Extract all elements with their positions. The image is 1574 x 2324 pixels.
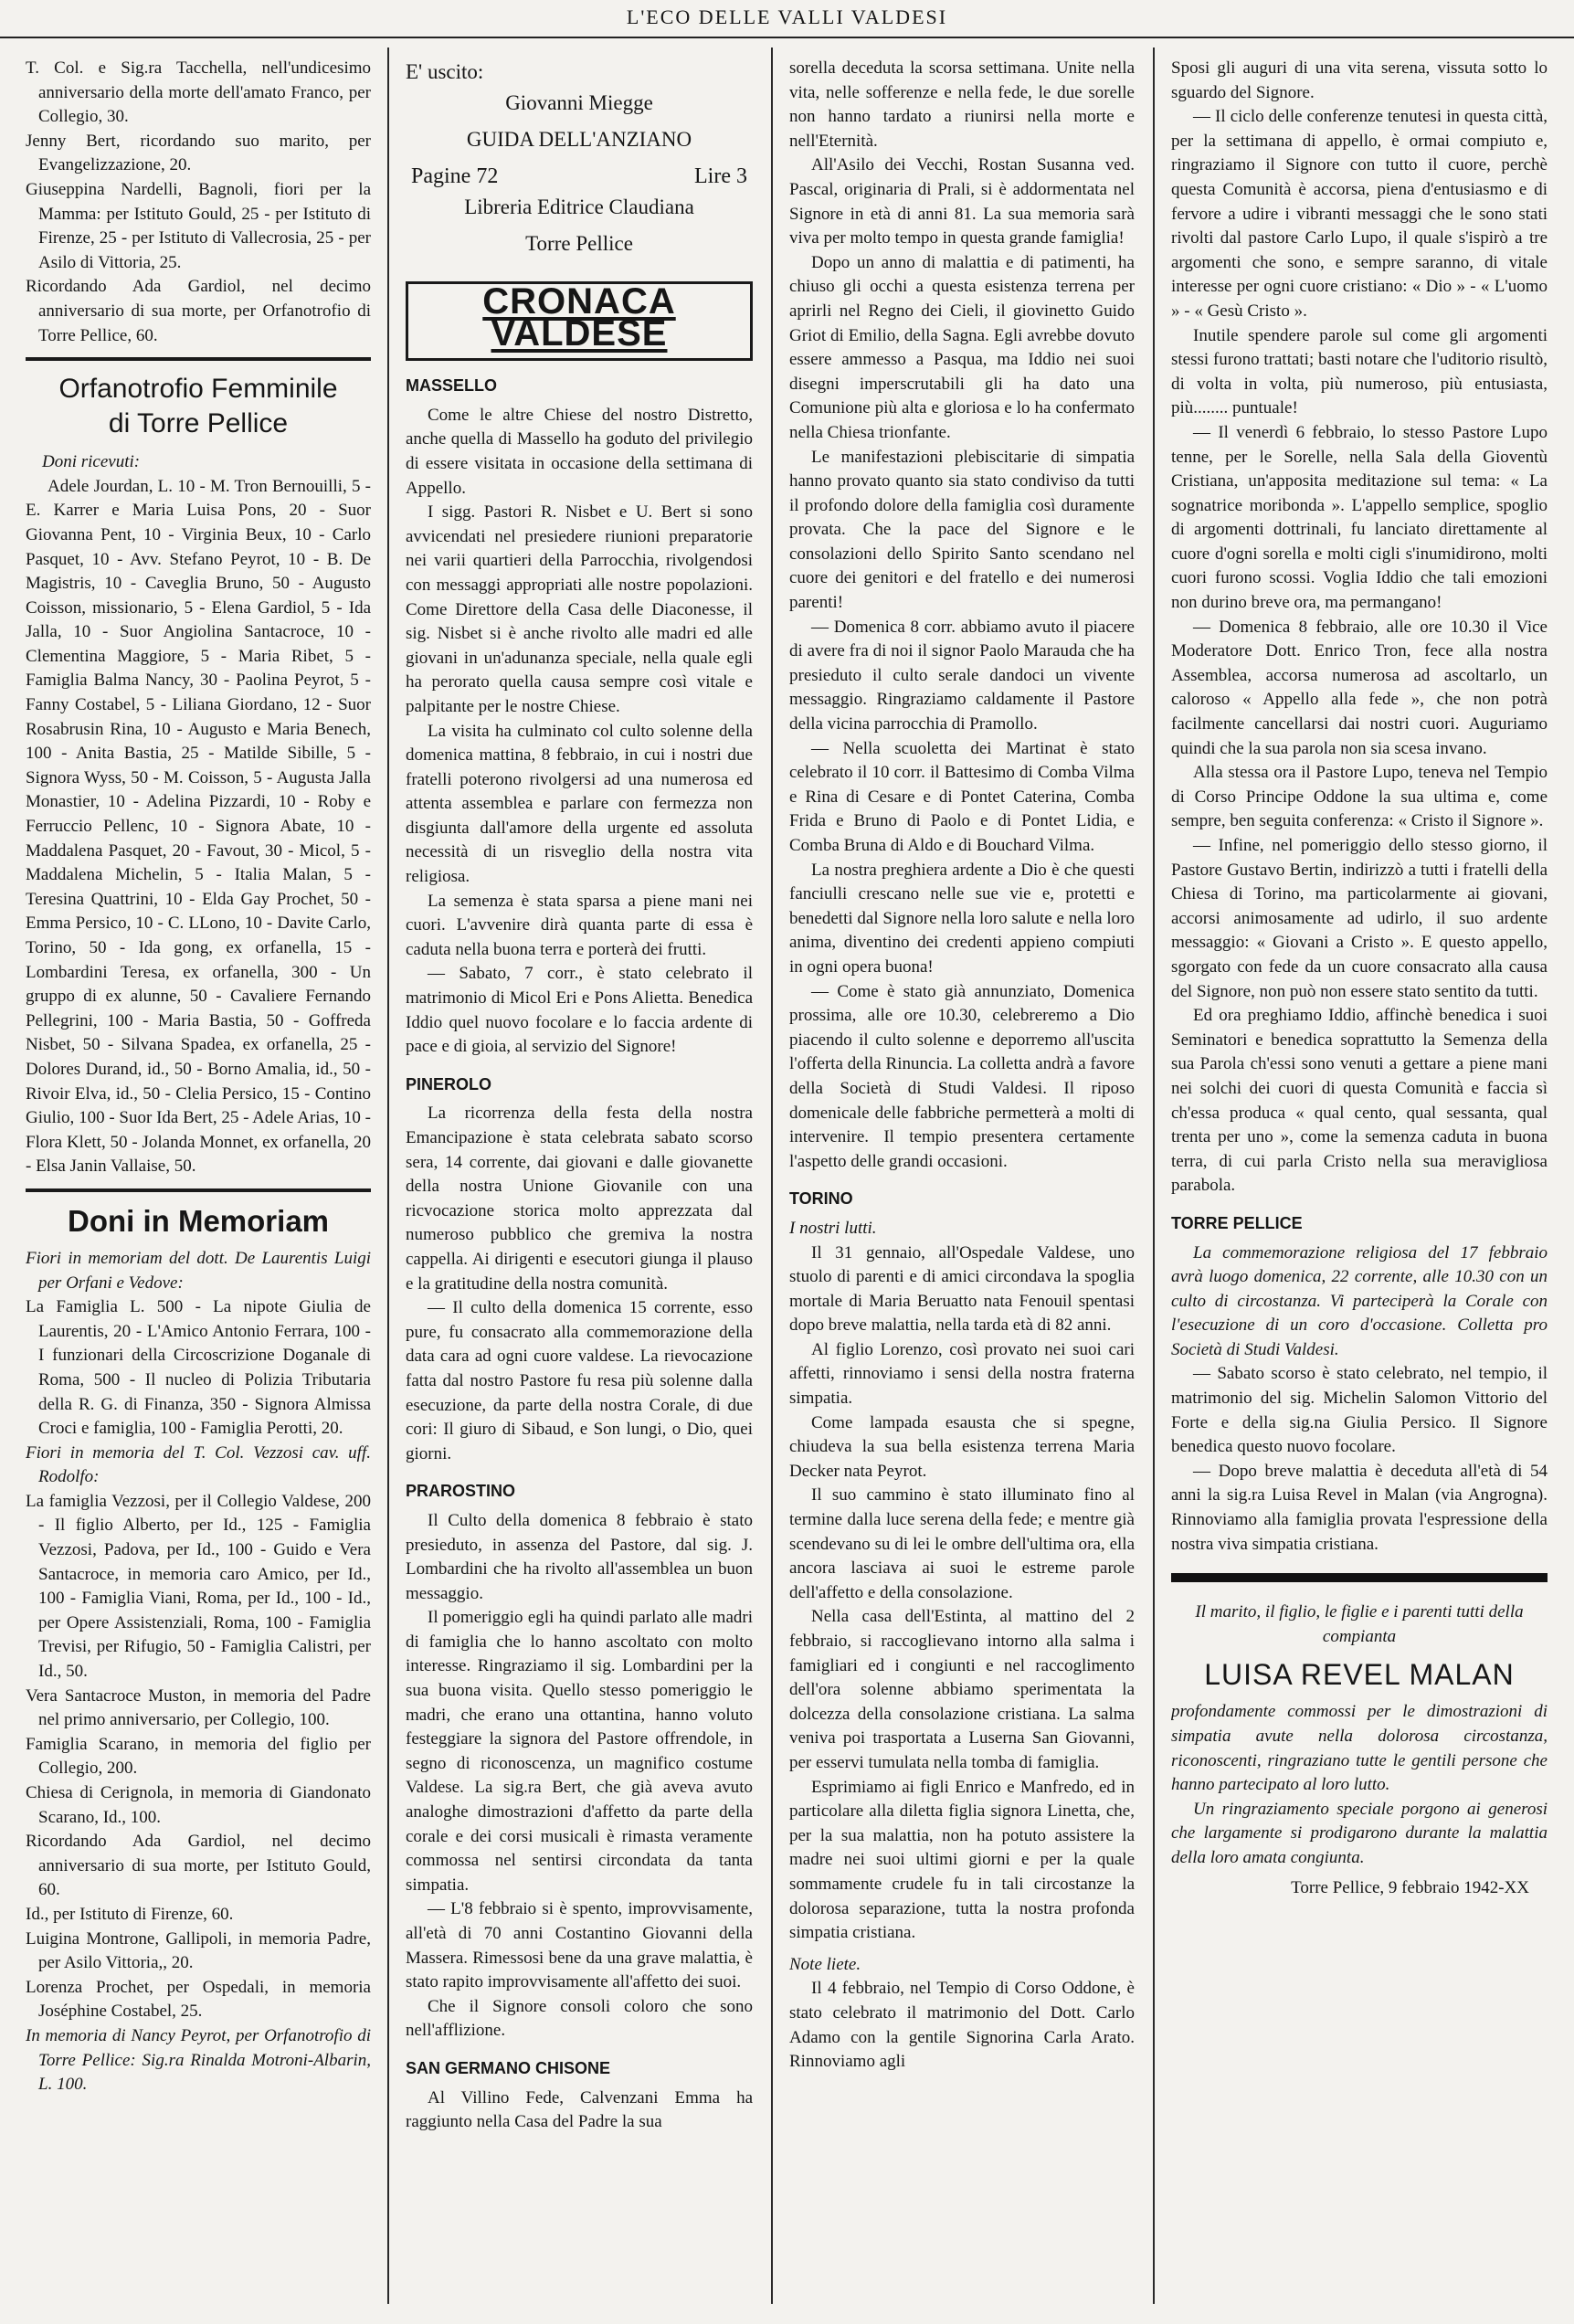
column-3 [789, 57, 1135, 2304]
orfanotrofio-title-line: Orfanotrofio Femminile [58, 374, 338, 405]
ad-author: Giovanni Miegge [505, 91, 653, 114]
article-paragraph: Dopo un anno di malattia e di patimenti, ha chiuso gli occhi a questa esistenza terrena per aprirli nel Regno dei Cieli, il giovinetto Guido Griot di Emilio, della Sagna. Egli avrebbe dovuto essere ammesso a Pasqua, ma Iddio nei suoi disegni imperscrutabili gli ha dato una Comunione più alta e gloriosa e lo ha confermato nella Chiesa trionfante. [789, 252, 1135, 442]
article-paragraph: Il 31 gennaio, all'Ospedale Valdese, uno stuolo di parenti e di amici circondava la spoglia mortale di Maria Beruatto nata Fenouil spentasi dopo breve malattia, nella tarda età di 82 anni. [789, 1242, 1135, 1336]
article-paragraph: Le manifestazioni plebiscitarie di simpatia hanno provato quanto sia stato condiviso da tutti il profondo dolore della famiglia così duramente provata. Che la pace del Signore e le consolazioni dello Spirito Santo scendano nel cuore dei genitori e del fratello e dei numerosi parenti! [789, 447, 1135, 613]
article-paragraph: Sposi gli auguri di una vita serena, vissuta sotto lo sguardo del Signore. [1171, 58, 1548, 102]
article-paragraph: Come le altre Chiese del nostro Distretto, anche quella di Massello ha goduto del privilegio di essere visitata in occasione della settimana di Appello. [406, 405, 753, 498]
ad-title: GUIDA DELL'ANZIANO [466, 128, 692, 151]
article-paragraph: I sigg. Pastori R. Nisbet e U. Bert si sono avvicendati nel presiedere riunioni preparatorie nei varii quartieri della Parrocchia, rivolgendosi con messaggi appropriati alle nostre popolazioni. Come Direttore della Casa delle Diaconesse, il sig. Nisbet si è anche rivolto alle madri ed alle giovani in un'adunanza speciale, nella quale egli ha perorato quella causa sempre così vitale e palpitante per le nostre Chiese. [406, 502, 753, 716]
article-paragraph: La semenza è stata sparsa a piene mani nei cuori. L'avvenire dirà quanta parte di essa è caduta nella buona terra e porterà dei frutti. [406, 891, 753, 959]
orfanotrofio-title [26, 372, 371, 441]
ad-publisher-city: Torre Pellice [525, 232, 633, 255]
article-paragraph: Inutile spendere parole sul come gli argomenti stessi furono trattati; basti notare che l'uditorio risultò, di volta in volta, più numeroso, più entusiasta, più........ puntuale! [1171, 325, 1548, 418]
memoriam-intro: Fiori in memoriam del dott. De Laurentis Luigi per Orfani e Vedove: [26, 1248, 371, 1293]
orfanotrofio-donors: Adele Jourdan, L. 10 - M. Tron Bernouilli, 5 - E. Karrer e Maria Luisa Pons, 20 - Suor Giovanna Pent, 10 - Virginia Beux, 10 - Carlo Pasquet, 10 - Avv. Stefano Peyrot, 10 - B. De Magistris, 10 - Caveglia Bruno, 50 - Augusto Coisson, missionario, 5 - Elena Gardiol, 5 - Ida Jalla, 10 - Suor Angiolina Santacroce, 10 - Clementina Maggiore, 5 - Maria Ribet, 5 - Famiglia Balma Nancy, 30 - Paolina Peyrot, 5 - Fanny Costabel, 5 - Liliana Giordano, 12 - Suor Rosabrusin Rina, 10 - Augusto e Maria Benech, 100 - Anita Bastia, 25 - Matilde Sibille, 5 - Signora Wyss, 50 - M. Coisson, 5 - Augusta Jalla Monastier, 10 - Adelina Pizzardi, 10 - Roby e Ferruccio Pellenc, 10 - Signora Abate, 10 - Maddalena Pasquet, 20 - Favout, 30 - Micol, 5 - Maddalena Michelin, 5 - Italia Malan, 5 - Teresina Quattrini, 10 - Elda Gay Prochet, 50 - Emma Persico, 10 - C. LLono, 10 - Davite Carlo, Torino, 50 - Ida gong, ex orfanella, 15 - Lombardini Teresa, ex orfanella, 300 - Un gruppo di ex alunne, 50 - Cavaliere Fernando Pellegrini, 100 - Maria Bastia, 50 - Goffreda Nisbet, 50 - Silvana Spadea, ex orfanella, 25 - Dolores Durand, id., 50 - Borno Amalia, id., 50 - Rivoir Elva, id., 50 - Clelia Persico, 15 - Contino Giulio, 100 - Suor Ida Bert, 25 - Adele Arias, 10 - Flora Klett, 50 - Jolanda Monnet, ex orfanella, 20 - Elsa Janin Vallaise, 50. [26, 476, 371, 1177]
donation-entry: Ricordando Ada Gardiol, nel decimo anniversario di sua morte, per Orfanotrofio di Torre Pellice, 60. [26, 277, 371, 345]
section-heading: TORRE PELLICE [1171, 1213, 1303, 1232]
notice-rule [1171, 1573, 1548, 1582]
memoriam-donors: La famiglia Vezzosi, per il Collegio Valdese, 200 - Il figlio Alberto, per Id., 125 - Famiglia Vezzosi, Padova, per Id., 100 - Guido e Vera Santacroce, in memoria caro Amico, per Id., 100 - Famiglia Viani, Roma, per Id., 100 - Id., per Opere Assistenziali, Roma, 100 - Famiglia Trevisi, per Rifugio, 50 - Famiglia Calistri, per Id., 50. [26, 1491, 371, 1682]
notice-body: profondamente commossi per le dimostrazioni di simpatia avute nella dolorosa circostanza, riconoscenti, ringraziano tutte le gentili persone che hanno partecipato al loro lutto. [1171, 1702, 1548, 1795]
article-paragraph: Come lampada esausta che si spegne, chiudeva la sua bella esistenza terrena Maria Decker nata Peyrot. [789, 1412, 1135, 1481]
donation-entry: Ricordando Ada Gardiol, nel decimo anniversario di sua morte, per Istituto Gould, 60. [26, 1832, 371, 1900]
article-paragraph: — L'8 febbraio si è spento, improvvisamente, all'età di 70 anni Costantino Giovanni della Massera. Rimessosi bene da una grave malattia, è stato rapito improvvisamente all'affetto dei suoi. [406, 1899, 753, 1992]
section-heading: MASSELLO [406, 376, 498, 396]
donation-entry: Jenny Bert, ricordando suo marito, per Evangelizzazione, 20. [26, 131, 371, 175]
subheading: I nostri lutti. [789, 1218, 877, 1238]
column-1 [26, 57, 371, 2304]
donation-entry: Id., per Istituto di Firenze, 60. [26, 1904, 234, 1924]
article-paragraph: sorella deceduta la scorsa settimana. Unite nella vita, nelle sofferenze e nella fede, le due sorelle non hanno tardato a riunirsi nella morte e nell'Eternità. [789, 58, 1135, 151]
cronaca-valdese-banner [406, 281, 753, 361]
article-paragraph: — Dopo breve malattia è deceduta all'età di 54 anni la sig.ra Luisa Revel in Malan (via Angrogna). Rinnoviamo alla famiglia provata l'espressione della nostra viva simpatia cristiana. [1171, 1461, 1548, 1554]
section-heading: SAN GERMANO CHISONE [406, 2058, 611, 2077]
article-paragraph: Al figlio Lorenzo, così provato nei suoi cari affetti, rinnoviamo i sensi della nostra fraterna simpatia. [789, 1339, 1135, 1409]
book-advert [406, 57, 753, 259]
article-paragraph: La commemorazione religiosa del 17 febbraio avrà luogo domenica, 22 corrente, alle 10.30 con un culto di circostanza. Vi parteciperà la Corale con l'esecuzione di un coro d'occasione. Colletta pro Società di Studi Valdesi. [1171, 1242, 1548, 1359]
article-paragraph: — Domenica 8 corr. abbiamo avuto il piacere di avere fra di noi il signor Paolo Marauda che ha presieduto il culto serale dandoci un vivente messaggio. Ringraziamo caldamente il Pastore della vicina parrocchia di Pramollo. [789, 617, 1135, 734]
donation-entry: Luigina Montrone, Gallipoli, in memoria Padre, per Asilo Vittoria,, 20. [26, 1928, 371, 1973]
article-paragraph: Il suo cammino è stato illuminato fino al termine dalla luce serena della fede; e mentre già scendevano su di lei le ombre dell'ultima ora, ella ancora lasciava ai suoi le estreme parole dell'affetto e della consolazione. [789, 1485, 1135, 1602]
article-paragraph: All'Asilo dei Vecchi, Rostan Susanna ved. Pascal, originaria di Prali, si è addormentata nel Signore in età di anni 81. La sua memoria sarà viva per molto tempo in questa grande famiglia! [789, 155, 1135, 248]
ad-uscito: E' uscito: [406, 60, 484, 83]
section-heading: PINEROLO [406, 1074, 492, 1093]
column-rule [771, 48, 773, 2304]
notice-name: LUISA REVEL MALAN [1204, 1658, 1515, 1692]
donation-entry: Famiglia Scarano, in memoria del figlio per Collegio, 200. [26, 1734, 371, 1779]
article-paragraph: — Il venerdì 6 febbraio, lo stesso Pastore Lupo tenne, per le Sorelle, nella Sala della Gioventù Cristiana, un'apposita meditazione sul tema: « La sognatrice moribonda ». L'appello semplice, spoglio di argomenti dottrinali, fu lanciato direttamente al cuore d'ogni sorella e molti cigli s'inumidirono, molti cuori furono scossi. Voglia Iddio che tali emozioni non durino breve ora, ma permangano! [1171, 422, 1548, 613]
article-paragraph: La nostra preghiera ardente a Dio è che questi fanciulli crescano nelle sue vie e, protetti e benedetti dal Signore nella loro salute e nella loro anima, diventino dei credenti appieno compiuti in ogni opera buona! [789, 860, 1135, 977]
article-paragraph: — Sabato scorso è stato celebrato, nel tempio, il matrimonio del sig. Michelin Salomon Vittorio del Forte e della sig.na Giulia Persico. Il Signore benedica questo nuovo focolare. [1171, 1364, 1548, 1457]
ad-details [406, 161, 753, 192]
section-rule [26, 1188, 371, 1192]
cronaca-title: CRONACA VALDESE [482, 281, 676, 354]
section-heading: PRAROSTINO [406, 1482, 516, 1501]
notice-date: Torre Pellice, 9 febbraio 1942-XX [1291, 1877, 1529, 1897]
donation-entry: In memoria di Nancy Peyrot, per Orfanotrofio di Torre Pellice: Sig.ra Rinalda Motroni-Albarin, L. 100. [26, 2025, 371, 2095]
article-paragraph: Ed ora preghiamo Iddio, affinchè benedica i suoi Seminatori e benedica soprattutto la Semenza della sua Parola ch'essi sono venuti a gettare a piene mani nei solchi dei cuori di questa Comunità e faccia sì ch'essa produca « qual cento, qual sessanta, qual trenta per uno », come la semenza caduta in buona terra, di cui parla Cristo nella sua meravigliosa parabola. [1171, 1006, 1548, 1196]
masthead: L'ECO DELLE VALLI VALDESI [0, 0, 1574, 38]
article-paragraph: Che il Signore consoli coloro che sono nell'afflizione. [406, 1996, 753, 2041]
notice-thanks: Un ringraziamento speciale porgono ai generosi che largamente si prodigarono durante la malattia della loro amata congiunta. [1171, 1799, 1548, 1867]
ad-publisher: Libreria Editrice Claudiana [464, 195, 694, 218]
notice-intro: Il marito, il figlio, le figlie e i parenti tutti della compianta [1195, 1602, 1524, 1646]
article-paragraph: Alla stessa ora il Pastore Lupo, teneva nel Tempio di Corso Principe Oddone la sua ultima e, come sempre, ben seguita conferenza: « Cristo il Signore ». [1171, 763, 1548, 831]
donation-entry: Vera Santacroce Muston, in memoria del Padre nel primo anniversario, per Collegio, 100. [26, 1685, 371, 1730]
orfanotrofio-title-line: di Torre Pellice [108, 408, 289, 439]
article-paragraph: Il 4 febbraio, nel Tempio di Corso Oddone, è stato celebrato il matrimonio del Dott. Carlo Adamo con la gentile Signorina Carla Arato. Rinnoviamo agli [789, 1979, 1135, 2072]
thanks-notice [1171, 1600, 1548, 1900]
article-paragraph: Al Villino Fede, Calvenzani Emma ha raggiunto nella Casa del Padre la sua [406, 2087, 753, 2132]
article-paragraph: — Come è stato già annunziato, Domenica prossima, alle ore 10.30, celebreremo a Dio piacendo il culto solenne e deporremo all'uscita l'offerta della Rinuncia. La colletta andrà a favore della Società di Studi Valdesi. Il riposo domenicale delle fabbriche permetterà a molti di intervenire. Il tempio presentera certamente l'aspetto delle grandi occasioni. [789, 981, 1135, 1171]
memoriam-title: Doni in Memoriam [67, 1203, 330, 1238]
article-paragraph: La ricorrenza della festa della nostra Emancipazione è stata celebrata sabato scorso sera, 14 corrente, dai giovani e dalle giovanette della nostra Unione Giovanile con una ricvocazione storica molto apprezzata dal numeroso pubblico che gremiva la nostra cappella. Ai dirigenti e esecutori giunga il plauso e la gratitudine della nostra comunità. [406, 1104, 753, 1294]
doni-ricevuti-label: Doni ricevuti: [42, 452, 141, 472]
article-paragraph: — Nella scuoletta dei Martinat è stato celebrato il 10 corr. il Battesimo di Comba Vilma e Rina di Cesare e di Pontet Caterina, Comba Frida e Bruno di Paolo e di Pontet Lidia, e Comba Bruna di Aldo e di Bouchard Vilma. [789, 738, 1135, 855]
donation-entry: Lorenza Prochet, per Ospedali, in memoria Joséphine Costabel, 25. [26, 1977, 371, 2022]
column-rule [1153, 48, 1155, 2304]
article-paragraph: — Sabato, 7 corr., è stato celebrato il matrimonio di Micol Eri e Pons Alietta. Benedica Iddio quel nuovo focolare e lo faccia ardente di pace e di gioia, al servizio del Signore! [406, 964, 753, 1057]
section-rule [26, 357, 371, 361]
donation-entry: T. Col. e Sig.ra Tacchella, nell'undicesimo anniversario della morte dell'amato Franco, per Collegio, 30. [26, 58, 371, 127]
article-paragraph: Il pomeriggio egli ha quindi parlato alle madri di famiglia che lo hanno ascoltato con molto interesse. Ringraziamo il sig. Lombardini per la sua buona visita. Quello stesso pomeriggio le madri, che erano una ottantina, hanno voluto festeggiare la signora del Pastore offrendole, in segno di riconoscenza, un magnifico costume Valdese. La sig.ra Bert, che già aveva avuto analoghe dimostrazioni d'affetto da parte della corale e dei corsi musicali è rimasta veramente commossa nel sentirsi circondata da tanta simpatia. [406, 1608, 753, 1895]
memoriam-donors: La Famiglia L. 500 - La nipote Giulia de Laurentis, 20 - L'Amico Antonio Ferrara, 100 - I funzionari della Circoscrizione Doganale di Roma, 500 - Il nucleo di Polizia Tributaria della R. G. di Finanza, 350 - Signora Almissa Croci e famiglia, 100 - Famiglia Perotti, 20. [26, 1297, 371, 1439]
ad-pages: Pagine 72 [411, 164, 499, 188]
section-heading: TORINO [789, 1189, 853, 1209]
article-paragraph: — Domenica 8 febbraio, alle ore 10.30 il Vice Moderatore Dott. Enrico Tron, fece alla nostra Assemblea, accorsa numerosa ad ascoltarlo, un caloroso « Appello alla fede », che non potrà facilmente cancellarsi dai nostri cuori. Auguriamo quindi che la sua parola non sia scesa invano. [1171, 617, 1548, 758]
column-rule [387, 48, 389, 2304]
article-paragraph: Esprimiamo ai figli Enrico e Manfredo, ed in particolare alla diletta figlia signora Linetta, che, per la sua malattia, non ha potuto assistere la madre nei suoi ultimi giorni e per la quale sommamente crudele fu in tali circostanze la dolorosa separazione, tutta la nostra profonda simpatia cristiana. [789, 1777, 1135, 1943]
ad-price: Lire 3 [694, 164, 747, 188]
subheading: Note liete. [789, 1954, 861, 1974]
article-paragraph: La visita ha culminato col culto solenne della domenica mattina, 8 febbraio, in cui i nostri due fratelli poterono rivolgersi ad una numerosa ed attenta assemblea e parlare con fermezza non disgiunta dall'amore della urgente ed assoluta necessità di un risveglio della nostra vita religiosa. [406, 721, 753, 887]
article-paragraph: — Il ciclo delle conferenze tenutesi in questa città, per la settimana di appello, è ormai compiuto e, ringraziamo il Signore con tutto il cuore, perchè questa Comunità è accorsa, piena d'entusiasmo e di fervore a udire i vibranti messaggi che le sono stati rivolti dal pastore Carlo Lupo, il quale s'ispirò a tre argomenti che sono, e sempre saranno, di vitale interesse per ogni cuore cristiano: « Dio » - « L'uomo » - « Gesù Cristo ». [1171, 107, 1548, 321]
article-paragraph: Nella casa dell'Estinta, al mattino del 2 febbraio, si raccoglievano intorno alla salma i famigliari ed i congiunti e nel raccoglimento dell'ora solenne abbiamo sperimentata la dolcezza della consolazione cristiana. La salma veniva poi trasportata a Luserna San Giovanni, per esservi tumulata nella tomba di famiglia. [789, 1607, 1135, 1772]
article-paragraph: Il Culto della domenica 8 febbraio è stato presieduto, in assenza del Pastore, dal sig. J. Lombardini che ha rivolto all'assemblea un buon messaggio. [406, 1510, 753, 1603]
column-2 [406, 57, 753, 2304]
donation-entry: Chiesa di Cerignola, in memoria di Giandonato Scarano, Id., 100. [26, 1783, 371, 1827]
article-paragraph: — Infine, nel pomeriggio dello stesso giorno, il Pastore Gustavo Bertin, indirizzò a tutti i fratelli della Chiesa di Torino, ma particolarmente ai giovani, accorsi animosamente ad udirlo, il suo ardente messaggio: « Giovani a Cristo ». E questo appello, sgorgato con fede da un cuore consacrato alla causa del Signore, non può non essere stato sentito da tutti. [1171, 836, 1548, 1001]
article-paragraph: — Il culto della domenica 15 corrente, esso pure, fu consacrato alla commemorazione della data cara ad ogni cuore valdese. La rievocazione fatta dal nostro Pastore fu resa più solenne dalla esecuzione, da parte della nostra Corale, di due cori: Il giuro di Sibaud, e Son lungi, o Dio, quei giorni. [406, 1298, 753, 1463]
column-4 [1171, 57, 1548, 2304]
memoriam-intro: Fiori in memoria del T. Col. Vezzosi cav. uff. Rodolfo: [26, 1442, 371, 1487]
donation-entry: Giuseppina Nardelli, Bagnoli, fiori per la Mamma: per Istituto Gould, 25 - per Istituto di Firenze, 25 - per Istituto di Vallecrosia, 25 - per Asilo di Vittoria, 25. [26, 179, 371, 272]
